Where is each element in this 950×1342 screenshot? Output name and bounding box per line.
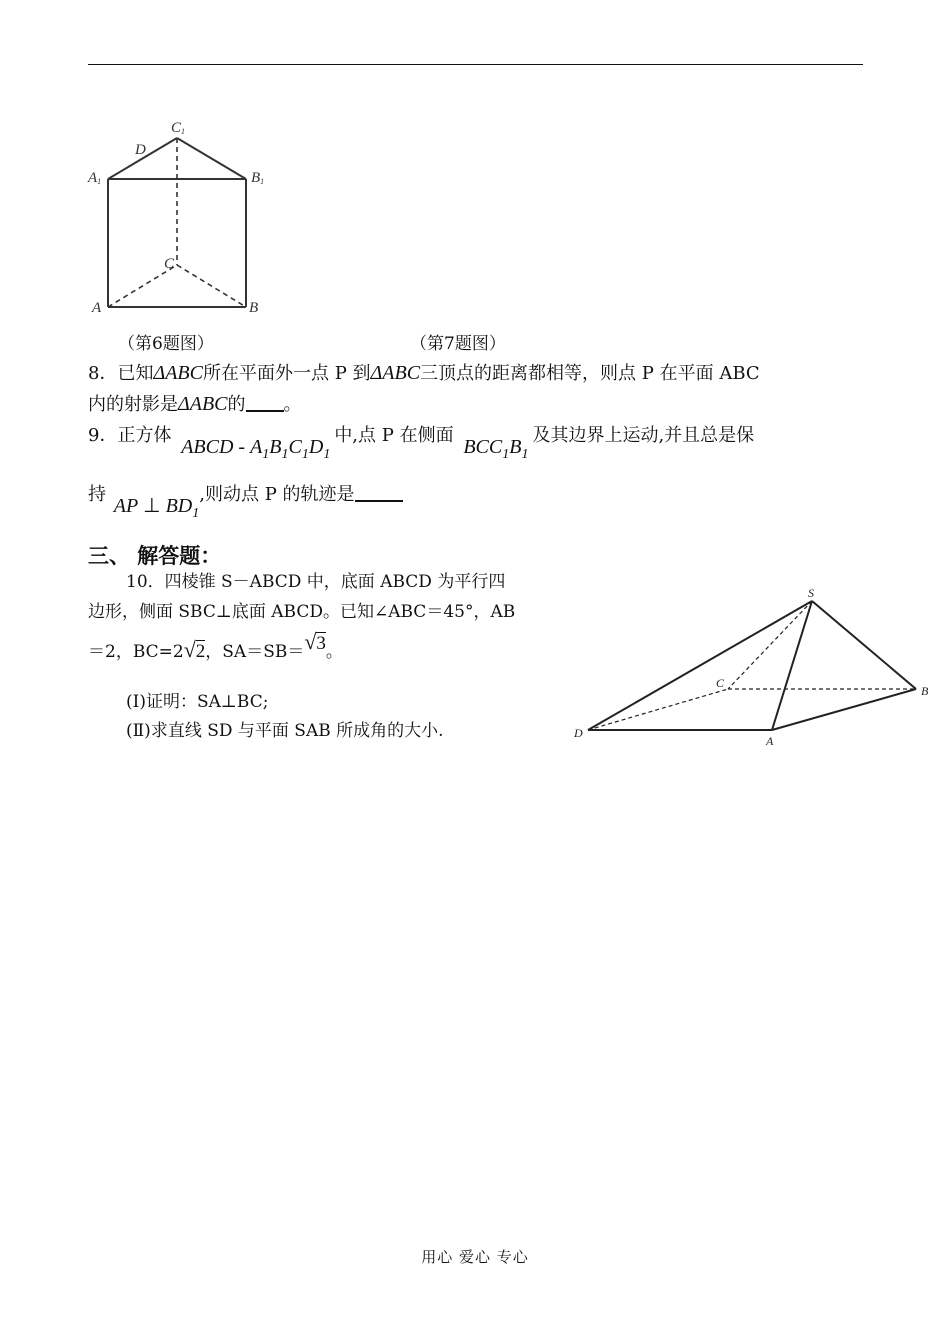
q8-text: 三顶点的距离都相等，则点 P 在平面 ABC — [420, 363, 760, 384]
question-9-line-1 — [88, 423, 864, 462]
caption-figure-7: （第7题图） — [410, 334, 506, 354]
edge-d-c-hidden — [588, 689, 728, 730]
figure-6-prism — [80, 112, 280, 322]
answer-blank-q9[interactable] — [355, 482, 403, 502]
label-c1: C1 — [171, 120, 186, 136]
q9-text: 及其边界上运动,并且总是保 — [532, 425, 755, 446]
header-rule — [88, 64, 863, 65]
question-8-line-1 — [88, 361, 864, 386]
page-footer: 用心 爱心 专心 — [421, 1248, 529, 1266]
label-c: C — [716, 676, 725, 690]
question-9-line-2 — [88, 482, 864, 521]
label-a: A — [766, 734, 774, 748]
label-s: S — [808, 586, 814, 600]
caption-figure-6: （第6题图） — [118, 334, 214, 354]
perpendicular-expression: AP ⊥ $BD_1$ — [113, 495, 200, 521]
q8-text: 的 — [227, 394, 246, 415]
q10-part-2: (Ⅱ)求直线 SD 与平面 SAB 所成角的大小. — [126, 721, 444, 741]
edge-c-b-hidden — [177, 265, 246, 307]
answer-blank-q8[interactable] — [246, 392, 284, 412]
label-c: C — [164, 256, 175, 272]
triangle-abc: ΔABC — [178, 393, 228, 415]
edge-c1-b1 — [177, 138, 246, 179]
label-a1: A1 — [88, 170, 102, 186]
q8-text: 8．已知 — [88, 363, 154, 384]
sqrt-3: √3 — [304, 629, 326, 654]
q8-text: 。 — [283, 394, 302, 415]
figure-10-pyramid — [570, 585, 940, 755]
q10-part-1: (Ⅰ)证明：SA⊥BC; — [126, 692, 269, 712]
label-d: D — [574, 726, 583, 740]
label-a: A — [92, 300, 102, 316]
q10-line-2: 边形，侧面 SBC⊥底面 ABCD。已知∠ABC＝45°，AB — [88, 602, 516, 622]
cube-name: ABCD - $A_1B_1C_1D_1$ — [181, 436, 331, 462]
question-8-line-2 — [88, 392, 864, 417]
q9-text: 9．正方体 — [88, 425, 172, 446]
q9-text: 持 — [88, 484, 106, 505]
q10-line-3: ＝2，BC=2√2，SA＝SB＝√3。 — [88, 629, 343, 662]
sqrt-2: √2 — [183, 637, 206, 662]
section-title: 三、 解答题： — [88, 544, 222, 568]
label-d: D — [135, 142, 146, 158]
triangle-abc: ΔABC — [370, 362, 421, 384]
edge-a-b — [772, 689, 916, 730]
q9-text: ,则动点 P 的轨迹是 — [199, 484, 355, 505]
face-name: $BCC_1B_1$ — [463, 436, 529, 462]
q9-text: 中,点 P 在侧面 — [334, 425, 454, 446]
triangle-abc: ΔABC — [153, 362, 203, 384]
label-b: B — [249, 300, 259, 316]
label-b: B — [921, 684, 929, 698]
label-b1: B1 — [251, 170, 265, 186]
q10-line-1: 10．四棱锥 S－ABCD 中，底面 ABCD 为平行四 — [126, 572, 506, 592]
q8-text: 所在平面外一点 P 到 — [202, 363, 371, 384]
q8-text: 内的射影是 — [88, 394, 178, 415]
edge-s-b — [812, 601, 916, 689]
